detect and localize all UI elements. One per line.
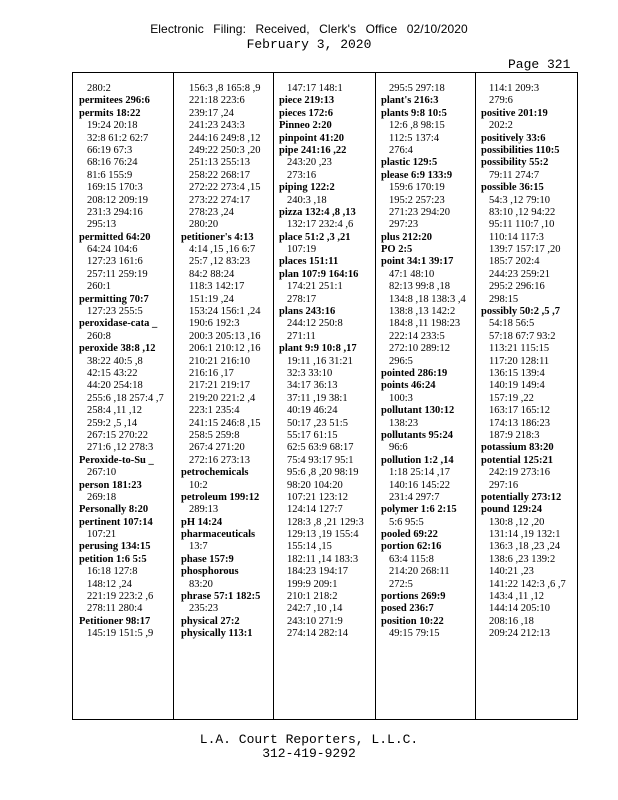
index-reference: 54:18 56:5 <box>489 318 535 330</box>
index-term: phrase 57:1 182:5 <box>181 591 261 603</box>
index-term: posed 236:7 <box>381 603 434 615</box>
index-reference: 278:11 280:4 <box>87 603 143 615</box>
index-reference: 279:6 <box>489 95 513 107</box>
index-term: physically 113:1 <box>181 628 253 640</box>
index-reference: 271:6 ,12 278:3 <box>87 442 154 454</box>
index-reference: 273:22 274:17 <box>189 194 250 206</box>
index-reference: 214:20 268:11 <box>389 566 450 578</box>
index-reference: 100:3 <box>389 392 413 404</box>
index-reference: 159:6 170:19 <box>389 182 445 194</box>
index-reference: 156:3 ,8 165:8 ,9 <box>189 83 261 94</box>
index-reference: 19:11 ,16 31:21 <box>287 355 353 367</box>
index-reference: 271:23 294:20 <box>389 206 450 218</box>
index-term: petroleum 199:12 <box>181 491 260 503</box>
index-term: permitted 64:20 <box>79 231 151 243</box>
index-term: potentially 273:12 <box>481 491 562 503</box>
index-term: pollutant 130:12 <box>381 405 455 417</box>
index-reference: 151:19 ,24 <box>189 293 234 305</box>
index-reference: 260:8 <box>87 330 111 342</box>
index-reference: 83:10 ,12 94:22 <box>489 206 556 218</box>
index-reference: 217:21 219:17 <box>189 380 250 392</box>
index-reference: 117:20 128:11 <box>489 355 550 367</box>
index-term: plant's 216:3 <box>381 95 439 107</box>
index-reference: 42:15 43:22 <box>87 367 138 379</box>
index-reference: 243:20 ,23 <box>287 157 332 169</box>
index-reference: 251:13 255:13 <box>189 157 250 169</box>
index-reference: 40:19 46:24 <box>287 405 338 417</box>
index-reference: 210:1 218:2 <box>287 591 338 603</box>
index-reference: 81:6 155:9 <box>87 169 133 181</box>
index-reference: 219:20 221:2 ,4 <box>189 392 256 404</box>
index-reference: 143:4 ,11 ,12 <box>489 591 545 603</box>
index-reference: 169:15 170:3 <box>87 182 143 194</box>
index-reference: 148:12 ,24 <box>87 578 132 590</box>
index-column-2 <box>181 83 276 641</box>
index-reference: 242:7 ,10 ,14 <box>287 603 343 615</box>
index-term: points 46:24 <box>381 380 436 392</box>
index-term: pieces 172:6 <box>279 107 333 119</box>
index-reference: 244:23 259:21 <box>489 268 550 280</box>
index-reference: 298:15 <box>489 293 519 305</box>
index-reference: 267:10 <box>87 467 117 479</box>
index-term: plan 107:9 164:16 <box>279 268 359 280</box>
index-reference: 272:22 273:4 ,15 <box>189 182 261 194</box>
index-term: perusing 134:15 <box>79 541 151 553</box>
index-term: permitees 296:6 <box>79 95 150 107</box>
index-term: pound 129:24 <box>481 504 542 516</box>
page-number: Page 321 <box>508 57 571 72</box>
index-reference: 140:16 145:22 <box>389 479 450 491</box>
index-term: portion 62:16 <box>381 541 442 553</box>
index-reference: 64:24 104:6 <box>87 244 138 256</box>
index-term: potassium 83:20 <box>481 442 554 454</box>
index-term: positively 33:6 <box>481 132 546 144</box>
index-reference: 297:16 <box>489 479 519 491</box>
index-term: peroxide 38:8 ,12 <box>79 343 156 355</box>
index-reference: 124:14 127:7 <box>287 504 343 516</box>
index-reference: 1:18 25:14 ,17 <box>389 467 450 479</box>
index-reference: 144:14 205:10 <box>489 603 550 615</box>
index-reference: 130:8 ,12 ,20 <box>489 516 545 528</box>
index-reference: 157:19 ,22 <box>489 392 534 404</box>
index-reference: 140:21 ,23 <box>489 566 534 578</box>
index-reference: 79:11 274:7 <box>489 169 540 181</box>
index-reference: 187:9 218:3 <box>489 429 540 441</box>
index-term: plus 212:20 <box>381 231 433 243</box>
index-reference: 136:3 ,18 ,23 ,24 <box>489 541 561 553</box>
index-reference: 199:9 209:1 <box>287 578 338 590</box>
index-reference: 83:20 <box>189 578 213 590</box>
index-reference: 131:14 ,19 132:1 <box>489 529 561 541</box>
index-term: piping 122:2 <box>279 182 335 194</box>
index-term: permitting 70:7 <box>79 293 149 305</box>
index-reference: 221:19 223:2 ,6 <box>87 591 154 603</box>
index-reference: 107:21 123:12 <box>287 491 348 503</box>
index-term: PO 2:5 <box>381 244 413 256</box>
index-reference: 249:22 250:3 ,20 <box>189 144 261 156</box>
index-reference: 107:21 <box>87 529 117 541</box>
index-reference: 110:14 117:3 <box>489 231 544 243</box>
index-reference: 208:12 209:19 <box>87 194 148 206</box>
index-reference: 12:6 ,8 98:15 <box>389 120 445 132</box>
index-reference: 134:8 ,18 138:3 ,4 <box>389 293 466 305</box>
index-reference: 200:3 205:13 ,16 <box>189 330 261 342</box>
index-reference: 34:17 36:13 <box>287 380 338 392</box>
index-reference: 272:10 289:12 <box>389 343 450 355</box>
index-term: positive 201:19 <box>481 107 548 119</box>
index-reference: 129:13 ,19 155:4 <box>287 529 359 541</box>
index-reference: 112:5 137:4 <box>389 132 440 144</box>
index-reference: 241:15 246:8 ,15 <box>189 417 261 429</box>
index-reference: 269:18 <box>87 491 117 503</box>
index-term: pH 14:24 <box>181 516 223 528</box>
index-reference: 267:4 271:20 <box>189 442 245 454</box>
index-term: plastic 129:5 <box>381 157 438 169</box>
index-reference: 141:22 142:3 ,6 ,7 <box>489 578 566 590</box>
index-term: pollutants 95:24 <box>381 429 454 441</box>
reporter-name: L.A. Court Reporters, L.L.C. <box>199 732 419 747</box>
index-reference: 272:5 <box>389 578 413 590</box>
index-term: plant 9:9 10:8 ,17 <box>279 343 357 355</box>
index-reference: 182:11 ,14 183:3 <box>287 553 359 565</box>
index-term: piece 219:13 <box>279 95 335 107</box>
index-term: position 10:22 <box>381 615 444 627</box>
index-reference: 278:23 ,24 <box>189 206 234 218</box>
index-term: pharmaceuticals <box>181 529 256 541</box>
index-table <box>72 72 578 720</box>
index-reference: 216:16 ,17 <box>189 367 234 379</box>
index-reference: 295:2 296:16 <box>489 281 545 293</box>
index-term: petrochemicals <box>181 467 249 479</box>
index-reference: 68:16 76:24 <box>87 157 138 169</box>
index-reference: 259:2 ,5 ,14 <box>87 417 138 429</box>
index-term: petition 1:6 5:5 <box>79 553 147 565</box>
index-term: Petitioner 98:17 <box>79 615 151 627</box>
index-term: place 51:2 ,3 ,21 <box>279 231 351 243</box>
index-reference: 258:5 259:8 <box>189 429 240 441</box>
index-column-3 <box>279 83 374 641</box>
index-reference: 239:17 ,24 <box>189 107 234 119</box>
index-reference: 50:17 ,23 51:5 <box>287 417 348 429</box>
index-term: pointed 286:19 <box>381 367 448 379</box>
index-reference: 47:1 48:10 <box>389 268 435 280</box>
index-reference: 16:18 127:8 <box>87 566 138 578</box>
index-term: pizza 132:4 ,8 ,13 <box>279 206 356 218</box>
index-reference: 139:7 157:17 ,20 <box>489 244 561 256</box>
index-term: point 34:1 39:17 <box>381 256 454 268</box>
index-reference: 107:19 <box>287 244 317 256</box>
index-reference: 127:23 255:5 <box>87 306 143 318</box>
index-term: potential 125:21 <box>481 454 554 466</box>
index-reference: 276:4 <box>389 144 413 156</box>
index-term: Personally 8:20 <box>79 504 149 516</box>
index-reference: 132:17 232:4 ,6 <box>287 219 354 231</box>
index-term: polymer 1:6 2:15 <box>381 504 457 516</box>
index-reference: 258:22 268:17 <box>189 169 250 181</box>
index-reference: 19:24 20:18 <box>87 120 138 132</box>
index-reference: 44:20 254:18 <box>87 380 143 392</box>
index-reference: 49:15 79:15 <box>389 628 440 640</box>
index-term: pooled 69:22 <box>381 529 438 541</box>
index-reference: 118:3 142:17 <box>189 281 245 293</box>
index-reference: 55:17 61:15 <box>287 429 338 441</box>
index-reference: 155:14 ,15 <box>287 541 332 553</box>
index-reference: 138:23 <box>389 417 419 429</box>
index-reference: 190:6 192:3 <box>189 318 240 330</box>
index-reference: 174:13 186:23 <box>489 417 550 429</box>
index-term: physical 27:2 <box>181 615 240 627</box>
index-term: person 181:23 <box>79 479 142 491</box>
index-reference: 145:19 151:5 ,9 <box>87 628 154 640</box>
index-reference: 231:4 297:7 <box>389 491 440 503</box>
index-reference: 98:20 104:20 <box>287 479 343 491</box>
index-reference: 54:3 ,12 79:10 <box>489 194 550 206</box>
index-column-4 <box>381 83 476 641</box>
index-reference: 274:14 282:14 <box>287 628 348 640</box>
index-reference: 258:4 ,11 ,12 <box>87 405 143 417</box>
index-reference: 295:5 297:18 <box>389 83 445 94</box>
index-reference: 280:20 <box>189 219 219 231</box>
reporter-phone: 312-419-9292 <box>262 746 356 761</box>
index-reference: 62:5 63:9 68:17 <box>287 442 354 454</box>
index-reference: 153:24 156:1 ,24 <box>189 306 261 318</box>
index-reference: 278:17 <box>287 293 317 305</box>
index-term: pollution 1:2 ,14 <box>381 454 454 466</box>
index-reference: 280:2 <box>87 83 111 94</box>
index-reference: 136:15 139:4 <box>489 367 545 379</box>
index-reference: 184:23 194:17 <box>287 566 348 578</box>
index-term: possible 36:15 <box>481 182 544 194</box>
index-term: pertinent 107:14 <box>79 516 153 528</box>
index-reference: 271:11 <box>287 330 316 342</box>
index-reference: 260:1 <box>87 281 111 293</box>
index-reference: 257:11 259:19 <box>87 268 148 280</box>
index-reference: 174:21 251:1 <box>287 281 343 293</box>
index-reference: 147:17 148:1 <box>287 83 343 94</box>
index-reference: 295:13 <box>87 219 117 231</box>
index-reference: 210:21 216:10 <box>189 355 250 367</box>
index-term: petitioner's 4:13 <box>181 231 254 243</box>
index-reference: 195:2 257:23 <box>389 194 445 206</box>
index-term: peroxidase-cata _ <box>79 318 158 330</box>
index-reference: 113:21 115:15 <box>489 343 550 355</box>
index-reference: 75:4 93:17 95:1 <box>287 454 354 466</box>
index-term: Peroxide-to-Su _ <box>79 454 154 466</box>
index-reference: 209:24 212:13 <box>489 628 550 640</box>
index-reference: 57:18 67:7 93:2 <box>489 330 556 342</box>
index-reference: 255:6 ,18 257:4 ,7 <box>87 392 164 404</box>
index-reference: 235:23 <box>189 603 219 615</box>
index-reference: 202:2 <box>489 120 513 132</box>
filing-stamp-line: Electronic Filing: Received, Clerk's Office 02/10/2020 <box>150 22 468 36</box>
index-reference: 84:2 88:24 <box>189 268 235 280</box>
filing-date: February 3, 2020 <box>246 37 372 52</box>
index-reference: 244:16 249:8 ,12 <box>189 132 261 144</box>
index-reference: 223:1 235:4 <box>189 405 240 417</box>
index-reference: 244:12 250:8 <box>287 318 343 330</box>
index-reference: 95:11 110:7 ,10 <box>489 219 555 231</box>
index-column-5 <box>481 83 576 641</box>
index-reference: 128:3 ,8 ,21 129:3 <box>287 516 364 528</box>
index-reference: 138:8 ,13 142:2 <box>389 306 456 318</box>
index-reference: 241:23 243:3 <box>189 120 245 132</box>
index-reference: 37:11 ,19 38:1 <box>287 392 348 404</box>
index-reference: 10:2 <box>189 479 208 491</box>
index-reference: 32:3 33:10 <box>287 367 333 379</box>
index-term: pipe 241:16 ,22 <box>279 144 347 156</box>
index-term: possibly 50:2 ,5 ,7 <box>481 306 561 318</box>
index-reference: 240:3 ,18 <box>287 194 327 206</box>
index-reference: 4:14 ,15 ,16 6:7 <box>189 244 256 256</box>
index-reference: 206:1 210:12 ,16 <box>189 343 261 355</box>
index-reference: 140:19 149:4 <box>489 380 545 392</box>
index-reference: 242:19 273:16 <box>489 467 550 479</box>
index-reference: 82:13 99:8 ,18 <box>389 281 450 293</box>
index-reference: 13:7 <box>189 541 208 553</box>
index-term: places 151:11 <box>279 256 339 268</box>
index-term: plants 9:8 10:5 <box>381 107 447 119</box>
index-term: please 6:9 133:9 <box>381 169 453 181</box>
index-reference: 273:16 <box>287 169 317 181</box>
index-term: permits 18:22 <box>79 107 141 119</box>
index-term: possibilities 110:5 <box>481 144 560 156</box>
index-reference: 272:16 273:13 <box>189 454 250 466</box>
index-term: possibility 55:2 <box>481 157 549 169</box>
index-reference: 222:14 233:5 <box>389 330 445 342</box>
index-term: pinpoint 41:20 <box>279 132 345 144</box>
index-reference: 32:8 61:2 62:7 <box>87 132 149 144</box>
index-reference: 267:15 270:22 <box>87 429 148 441</box>
index-reference: 163:17 165:12 <box>489 405 550 417</box>
index-reference: 96:6 <box>389 442 408 454</box>
index-term: portions 269:9 <box>381 591 446 603</box>
index-reference: 231:3 294:16 <box>87 206 143 218</box>
index-reference: 184:8 ,11 198:23 <box>389 318 461 330</box>
index-reference: 296:5 <box>389 355 413 367</box>
index-term: Pinneo 2:20 <box>279 120 332 132</box>
index-reference: 185:7 202:4 <box>489 256 540 268</box>
index-reference: 38:22 40:5 ,8 <box>87 355 143 367</box>
index-reference: 25:7 ,12 83:23 <box>189 256 250 268</box>
index-reference: 289:13 <box>189 504 219 516</box>
index-reference: 208:16 ,18 <box>489 615 534 627</box>
column-divider <box>375 73 376 719</box>
index-term: phosphorous <box>181 566 239 578</box>
index-reference: 138:6 ,23 139:2 <box>489 553 556 565</box>
index-reference: 66:19 67:3 <box>87 144 133 156</box>
index-reference: 114:1 209:3 <box>489 83 540 94</box>
index-reference: 297:23 <box>389 219 419 231</box>
index-reference: 127:23 161:6 <box>87 256 143 268</box>
index-reference: 95:6 ,8 ,20 98:19 <box>287 467 359 479</box>
index-reference: 243:10 271:9 <box>287 615 343 627</box>
index-reference: 5:6 95:5 <box>389 516 424 528</box>
index-term: plans 243:16 <box>279 306 336 318</box>
index-term: phase 157:9 <box>181 553 234 565</box>
index-reference: 63:4 115:8 <box>389 553 434 565</box>
index-column-1 <box>79 83 174 641</box>
index-reference: 221:18 223:6 <box>189 95 245 107</box>
